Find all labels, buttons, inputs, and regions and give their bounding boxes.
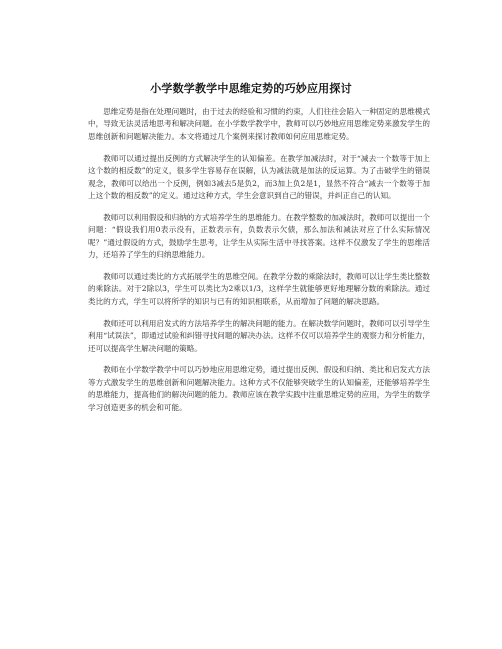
paragraph-6: 教师在小学数学教学中可以巧妙地应用思维定势，通过提出反例、假设和归纳、类比和启发式方法等方式激发学生的思维创新和问题解决能力。这种方式不仅能够突破学生的认知偏差，还能够培养学生的思维能力，提高他们的解决问题的能力。教师应该在教学实践中注重思维定势的应用，为学生的数学学习创造更多的机会和可能。 xyxy=(88,365,430,412)
paragraph-4: 教师可以通过类比的方式拓展学生的思维空间。在教学分数的乘除法时，教师可以让学生类比整数的乘除法。对于2除以3，学生可以类比为2乘以1/3，这样学生就能够更好地理解分数的乘除法。通过类比的方式，学生可以将所学的知识与已有的知识相联系，从而增加了问题的解决思路。 xyxy=(88,271,430,306)
paragraph-3: 教师可以利用假设和归纳的方式培养学生的思维能力。在教学整数的加减法时，教师可以提出一个问题：“假设我们用0表示没有，正数表示有，负数表示欠债，那么加法和减法对应了什么实际情况呢？”通过假设的方式，鼓励学生思考，让学生从实际生活中寻找答案。这样不仅激发了学生的思维活力，还培养了学生的归纳思维能力。 xyxy=(88,212,430,260)
document-title: 小学数学教学中思维定势的巧妙应用探讨 xyxy=(150,82,352,95)
paragraph-5: 教师还可以利用启发式的方法培养学生的解决问题的能力。在解决数学问题时，教师可以引导学生利用“试误法”，即通过试验和纠错寻找问题的解决办法。这样不仅可以培养学生的观察力和分析能力，还可以提高学生解决问题的策略。 xyxy=(88,318,430,353)
paragraph-1: 思维定势是指在处理问题时，由于过去的经验和习惯的约束，人们往往会陷入一种固定的思维模式中，导致无法灵活地思考和解决问题。在小学数学教学中，教师可以巧妙地应用思维定势来激发学生的思维创新和问题解决能力。本文将通过几个案例来探讨教师如何应用思维定势。 xyxy=(88,107,430,141)
paragraph-2: 教师可以通过提出反例的方式解决学生的认知偏差。在教学加减法时，对于“减去一个数等于加上这个数的相反数”的定义，很多学生容易存在误解，认为减法就是加法的反运算。为了击破学生的错误观念，教师可以给出一个反例，例如3减去5是负2，而3加上负2是1，显然不符合“减去一个数等于加上这个数的相反数”的定义。通过这种方式，学生会意识到自己的错误，并纠正自己的认知。 xyxy=(88,153,430,200)
document-body xyxy=(88,106,430,424)
